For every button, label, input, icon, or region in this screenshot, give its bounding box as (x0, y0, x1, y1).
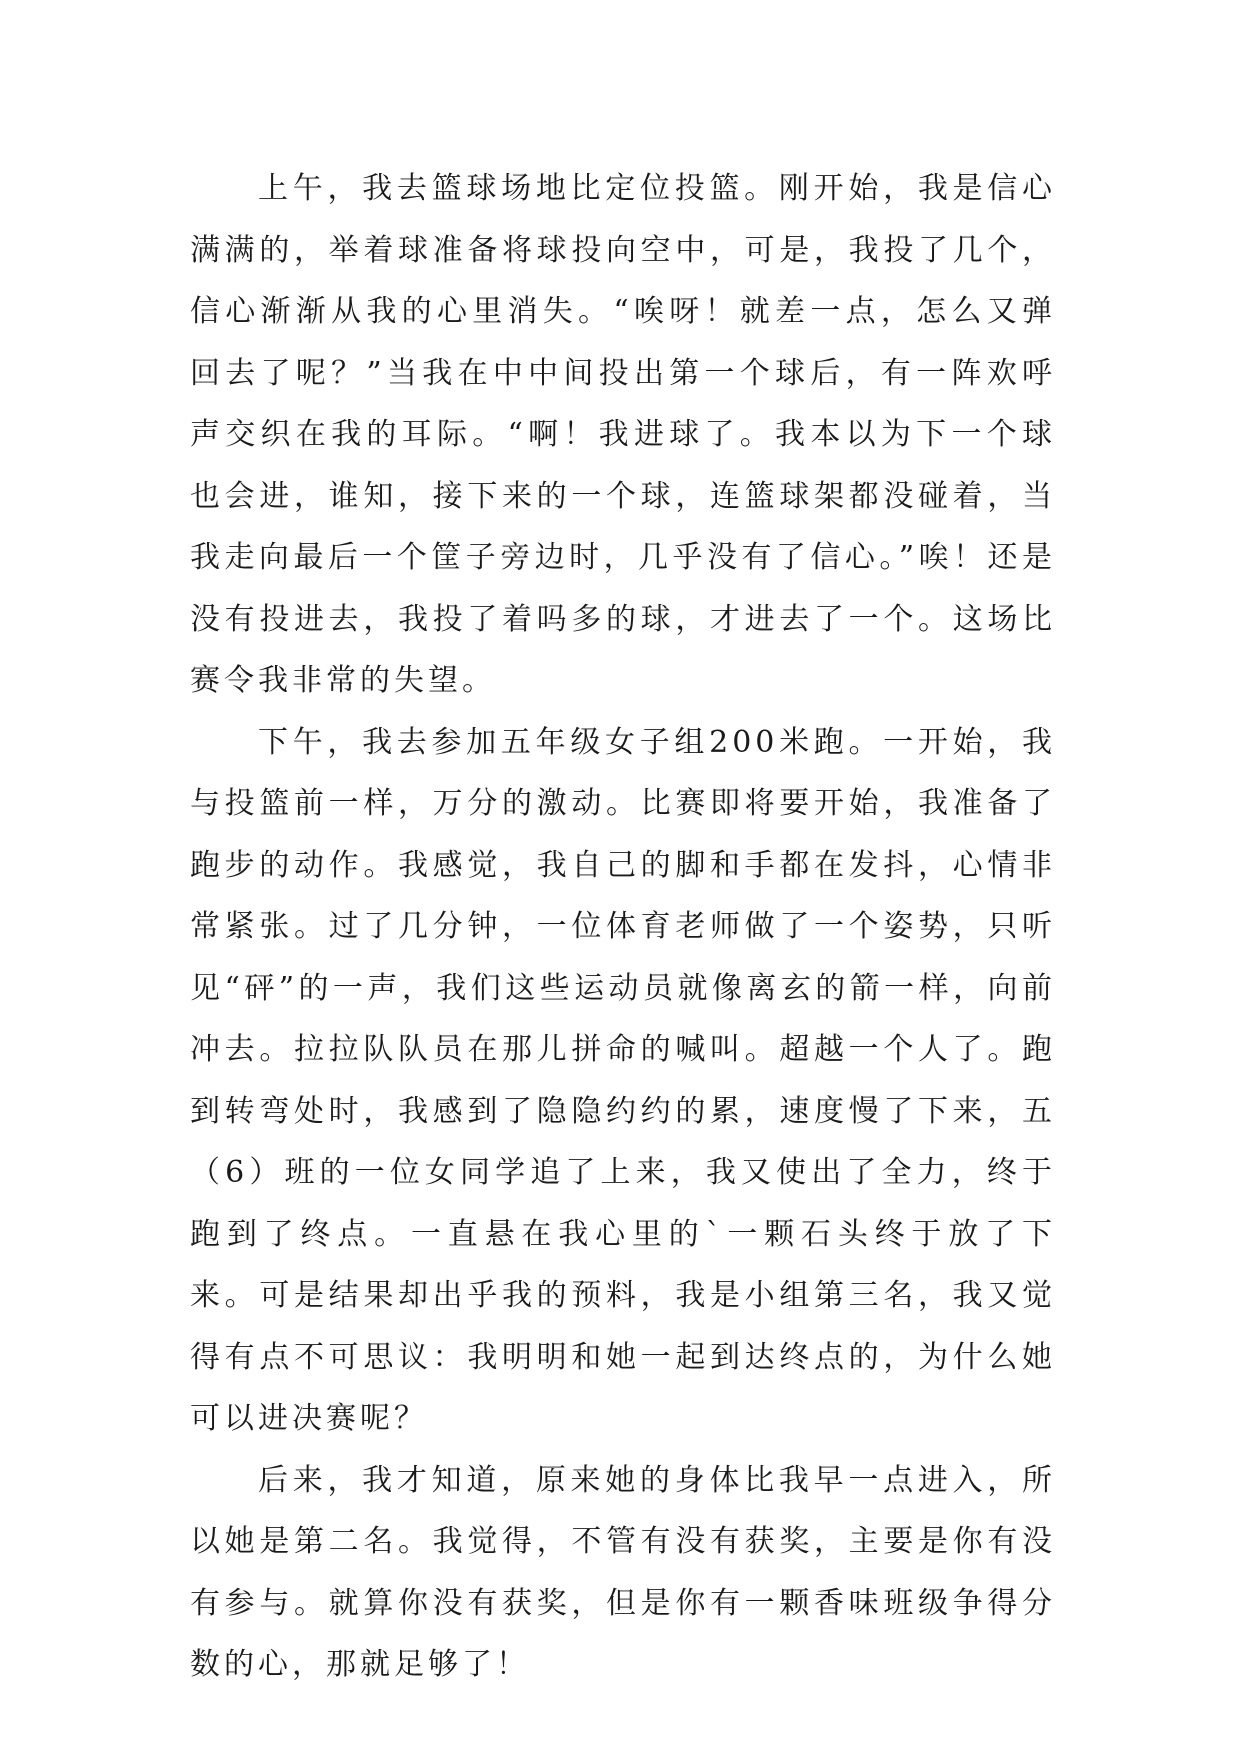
paragraph-conclusion: 后来，我才知道，原来她的身体比我早一点进入，所以她是第二名。我觉得，不管有没有获奖，主要是你有没有参与。就算你没有获奖，但是你有一颗香味班级争得分数的心，那就足够了！ (190, 1462, 1056, 1682)
paragraph-basketball: 上午，我去篮球场地比定位投篮。刚开始，我是信心满满的，举着球准备将球投向空中，可是，我投了几个，信心渐渐从我的心里消失。“唉呀！就差一点，怎么又弹回去了呢？”当我在中中间投出第一个球后，有一阵欢呼声交织在我的耳际。“啊！我进球了。我本以为下一个球也会进，谁知，接下来的一个球，连篮球架都没碰着，当我走向最后一个筐子旁边时，几乎没有了信心。”唉！还是没有投进去，我投了着吗多的球，才进去了一个。这场比赛令我非常的失望。 (190, 171, 1056, 698)
essay-body (190, 158, 1056, 1696)
paragraph-running-race: 下午，我去参加五年级女子组200米跑。一开始，我与投篮前一样，万分的激动。比赛即将要开始，我准备了跑步的动作。我感觉，我自己的脚和手都在发抖，心情非常紧张。过了几分钟，一位体育老师做了一个姿势，只听见“砰”的一声，我们这些运动员就像离玄的箭一样，向前冲去。拉拉队队员在那儿拼命的喊叫。超越一个人了。跑到转弯处时，我感到了隐隐约约的累，速度慢了下来，五（6）班的一位女同学追了上来，我又使出了全力，终于跑到了终点。一直悬在我心里的`一颗石头终于放了下来。可是结果却出乎我的预料，我是小组第三名，我又觉得有点不可思议：我明明和她一起到达终点的，为什么她可以进决赛呢？ (190, 724, 1056, 1436)
